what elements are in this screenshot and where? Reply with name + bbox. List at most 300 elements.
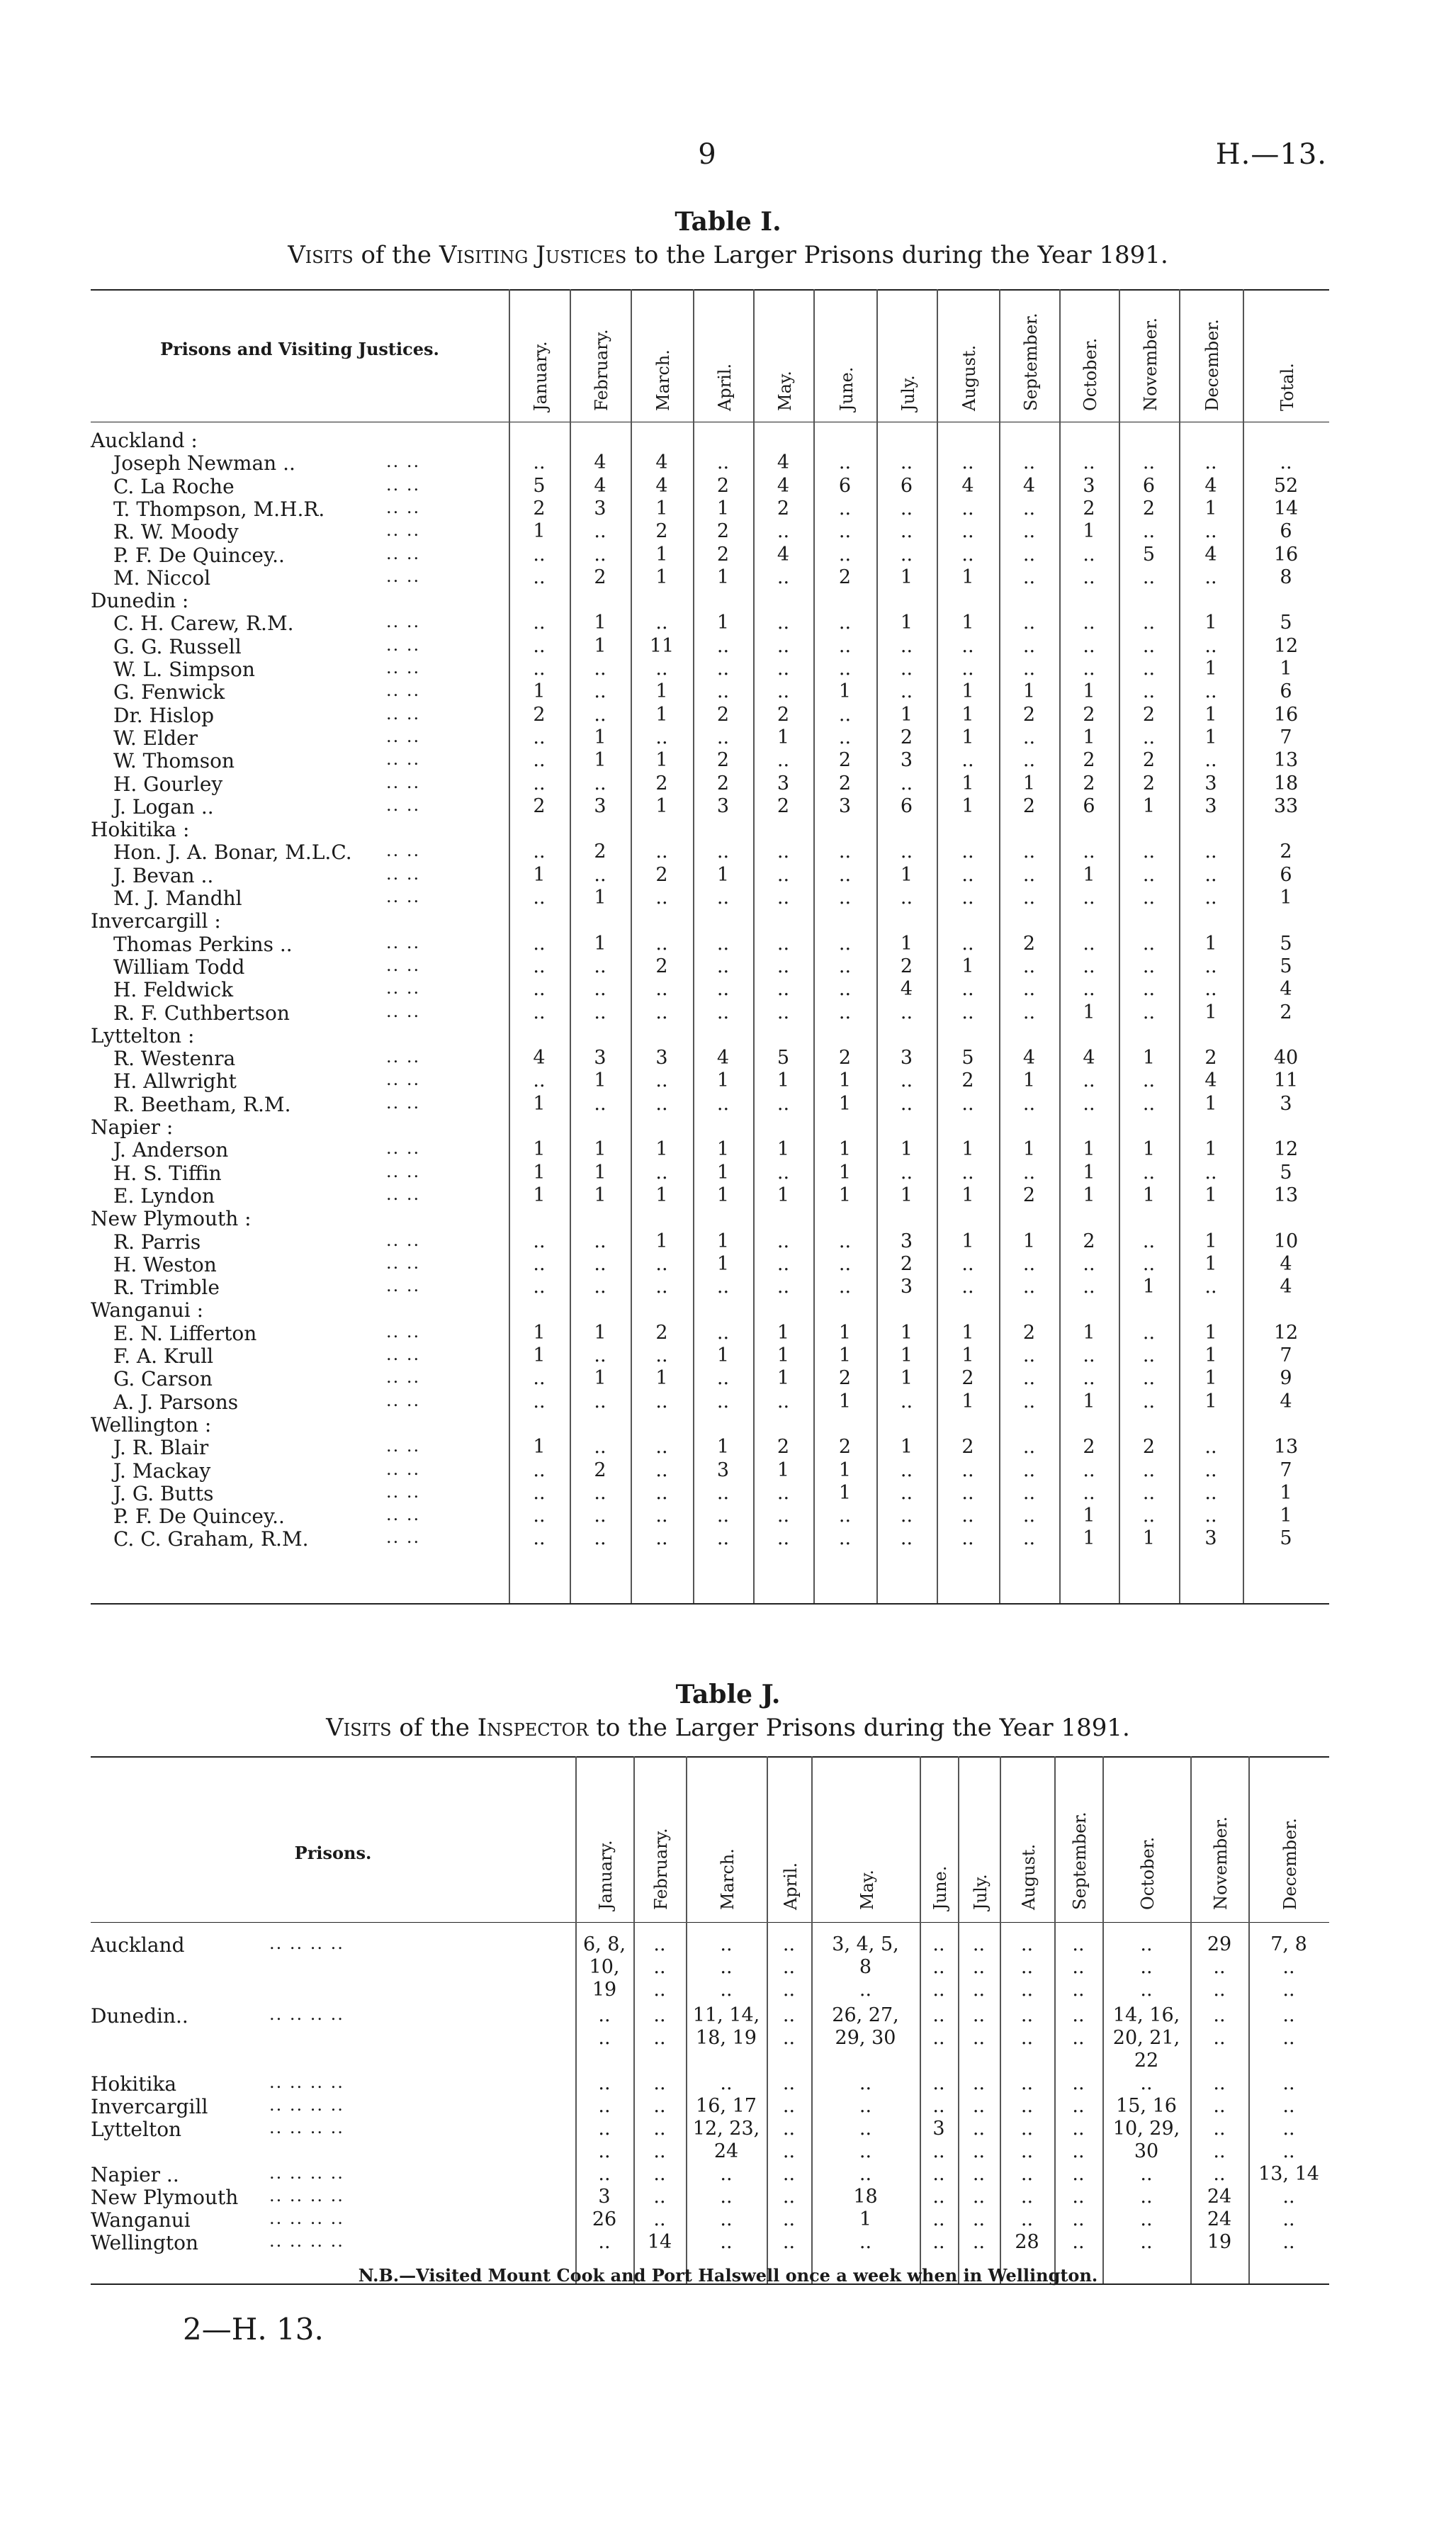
prison-name: Wellington — [91, 2231, 199, 2254]
prison-group-label: New Plymouth : — [91, 1207, 252, 1231]
table-cell: .. — [1022, 1436, 1036, 1459]
justice-name: J. G. Butts — [113, 1481, 214, 1505]
table-cell: 1 — [594, 1184, 606, 1206]
table-cell: 1 — [1083, 1161, 1095, 1184]
table-cell: 1 — [533, 1092, 546, 1115]
justice-name: H. Weston — [113, 1252, 217, 1276]
leader-dots: .. .. — [386, 680, 421, 701]
table-cell: 1 — [838, 1390, 852, 1412]
table-cell: .. — [594, 543, 606, 566]
table-cell: 1 — [1142, 1527, 1156, 1550]
table-cell: .. — [716, 726, 730, 748]
table-cell: .. — [838, 726, 852, 748]
table-cell: .. — [900, 680, 913, 703]
table-cell: 2 — [777, 497, 790, 519]
month-header: February. — [651, 1828, 671, 1910]
table-cell: 1 — [900, 566, 913, 588]
table-cell: 1 — [961, 955, 974, 977]
table-cell: .. — [594, 863, 606, 886]
leader-dots: .. .. — [386, 566, 421, 586]
leader-dots: .. .. — [386, 726, 421, 746]
table-cell: .. — [1142, 1505, 1156, 1527]
table-cell: 2 — [1142, 772, 1156, 794]
table-cell: 2 — [716, 772, 730, 794]
leader-dots: .. .. .. .. — [269, 2186, 344, 2206]
table-cell: 26 — [592, 2208, 617, 2230]
table-cell: .. — [594, 772, 606, 794]
table-cell: 2 — [1142, 497, 1156, 519]
table-j-header-rule — [91, 1922, 1329, 1923]
subtitle-part: Inspector — [477, 1714, 589, 1742]
table-cell: 2 — [838, 566, 852, 588]
table-cell: 1 — [777, 1459, 790, 1481]
table-cell: .. — [655, 1001, 668, 1023]
table-cell: 1 — [533, 863, 546, 886]
table-cell: .. — [1204, 1276, 1217, 1298]
table-cell: 3 — [900, 1276, 913, 1298]
table-cell: 13 — [1273, 1436, 1299, 1459]
table-cell: 12, 23, 24 — [692, 2118, 760, 2162]
table-cell: .. — [1083, 955, 1095, 977]
leader-dots: .. .. .. .. — [269, 2118, 344, 2137]
justice-name: M. Niccol — [113, 566, 211, 590]
table-cell: .. — [777, 1276, 790, 1298]
table-cell: 1 — [1204, 1367, 1217, 1390]
table-cell: .. — [1020, 2095, 1034, 2117]
table-cell: 2 — [838, 1436, 852, 1459]
leader-dots: .. .. — [386, 1505, 421, 1525]
table-cell: .. — [838, 863, 852, 886]
table-cell: 1 — [533, 520, 546, 543]
table-cell: .. — [1083, 543, 1095, 566]
table-cell: .. — [1083, 1481, 1095, 1504]
table-cell: .. — [961, 1481, 974, 1504]
table-cell: .. — [961, 634, 974, 657]
leader-dots: .. .. — [386, 703, 421, 724]
table-cell: .. — [1022, 1505, 1036, 1527]
table-cell: .. — [777, 1161, 790, 1184]
table-cell: 24 — [1207, 2186, 1232, 2208]
table-cell: .. — [533, 1001, 546, 1023]
table-cell: .. — [838, 543, 852, 566]
table-cell: 5 — [1280, 955, 1292, 977]
table-cell: 4 — [655, 474, 668, 497]
table-cell: 1 — [716, 566, 730, 588]
table-cell: .. — [1022, 841, 1036, 863]
table-cell: .. — [1142, 932, 1156, 955]
table-cell: .. — [777, 955, 790, 977]
table-cell: .. — [782, 2163, 796, 2185]
table-cell: 1 — [1204, 1344, 1217, 1366]
month-header: Total. — [1277, 363, 1297, 411]
table-cell: 1 — [1204, 658, 1217, 680]
leader-dots: .. .. .. .. — [269, 2208, 344, 2228]
table-cell: 1 — [838, 1092, 852, 1115]
table-cell: .. — [961, 658, 974, 680]
table-cell: 11 — [649, 634, 675, 657]
table-cell: .. — [1213, 2163, 1226, 2185]
table-cell: 4 — [777, 451, 790, 474]
table-cell: 2 — [533, 794, 546, 817]
prison-name: Lyttelton — [91, 2118, 182, 2141]
table-cell: 40 — [1273, 1047, 1299, 1069]
table-cell: .. — [594, 1276, 606, 1298]
table-cell: .. — [1083, 1459, 1095, 1481]
table-cell: .. — [1083, 566, 1095, 588]
table-cell: .. — [900, 1390, 913, 1412]
table-cell: .. — [1204, 451, 1217, 474]
table-cell: .. — [777, 1527, 790, 1550]
table-cell: .. — [838, 520, 852, 543]
table-cell: .. — [1083, 1367, 1095, 1390]
table-cell: .. — [1022, 543, 1036, 566]
table-cell: 4 — [1083, 1047, 1095, 1069]
table-cell: .. — [1142, 1390, 1156, 1412]
table-cell: 1 — [655, 1230, 668, 1252]
table-cell: .. — [594, 1527, 606, 1550]
table-cell: .. — [1022, 1161, 1036, 1184]
month-header: January. — [531, 341, 551, 411]
month-header: November. — [1140, 318, 1161, 411]
justice-name: J. Bevan .. — [113, 863, 214, 887]
table-cell: .. — [1282, 2208, 1295, 2230]
table-cell: .. — [653, 2208, 666, 2230]
leader-dots: .. .. — [386, 749, 421, 770]
table-cell: .. — [1022, 1527, 1036, 1550]
table-cell: .. — [777, 520, 790, 543]
table-cell: .. — [1282, 2095, 1295, 2117]
table-cell: 2 — [1083, 497, 1095, 519]
justice-name: G. Fenwick — [113, 680, 225, 704]
justice-name: R. Beetham, R.M. — [113, 1092, 291, 1116]
table-cell: 1 — [716, 1230, 730, 1252]
table-cell: 2 — [961, 1436, 974, 1459]
table-cell: 2 — [900, 955, 913, 977]
table-cell: .. — [533, 1459, 546, 1481]
table-cell: .. — [961, 1001, 974, 1023]
table-cell: 4 — [777, 474, 790, 497]
table-cell: .. — [1142, 612, 1156, 634]
leader-dots: .. .. — [386, 497, 421, 517]
table-cell: .. — [655, 1092, 668, 1115]
table-cell: 11 — [1273, 1069, 1299, 1092]
table-cell: 1 — [1204, 1321, 1217, 1344]
table-cell: .. — [1142, 1230, 1156, 1252]
table-cell: 2 — [961, 1069, 974, 1092]
table-cell: .. — [838, 658, 852, 680]
table-cell: .. — [1142, 1459, 1156, 1481]
month-header: September. — [1070, 1811, 1090, 1910]
table-cell: .. — [777, 1481, 790, 1504]
table-cell: 1 — [838, 680, 852, 703]
table-cell: .. — [1142, 451, 1156, 474]
table-cell: .. — [716, 1276, 730, 1298]
table-cell: .. — [838, 451, 852, 474]
table-cell: .. — [1140, 2072, 1153, 2094]
leader-dots: .. .. — [386, 1184, 421, 1204]
page-number: 9 — [698, 138, 716, 171]
table-cell: 1 — [1204, 612, 1217, 634]
table-cell: 18 — [853, 2186, 878, 2208]
table-cell: 2 — [655, 772, 668, 794]
table-cell: 6 — [1083, 794, 1095, 817]
table-cell: 4 — [1280, 1276, 1292, 1298]
table-cell: .. — [972, 2163, 986, 2185]
table-cell: .. — [1072, 2072, 1085, 2094]
table-cell: .. — [533, 955, 546, 977]
table-cell: 4 — [961, 474, 974, 497]
month-header: July. — [898, 375, 918, 411]
table-cell: .. — [782, 2186, 796, 2208]
table-cell: 5 — [777, 1047, 790, 1069]
table-cell: 52 — [1273, 474, 1299, 497]
justice-name: R. W. Moody — [113, 520, 239, 544]
table-j-column-header: Prisons. — [294, 1843, 372, 1863]
table-cell: 13 — [1273, 1184, 1299, 1206]
table-cell: .. — [1204, 680, 1217, 703]
table-cell: .. — [716, 1001, 730, 1023]
table-cell: .. — [1213, 2095, 1226, 2117]
table-cell: .. — [716, 932, 730, 955]
table-cell: 1 — [961, 1184, 974, 1206]
table-cell: 3 — [716, 1459, 730, 1481]
table-cell: 6 — [1142, 474, 1156, 497]
prison-name: Invercargill — [91, 2095, 208, 2118]
table-cell: .. .. .. — [653, 1933, 666, 2001]
table-cell: .. — [598, 2095, 611, 2117]
subtitle-part: to the Larger Prisons during the Year 1891. — [588, 1714, 1130, 1742]
table-cell: .. — [1083, 612, 1095, 634]
table-cell: .. — [533, 772, 546, 794]
table-j-subtitle — [0, 1714, 1456, 1742]
table-cell: .. — [1204, 863, 1217, 886]
justice-name: J. Anderson — [113, 1138, 229, 1162]
table-cell: .. — [961, 543, 974, 566]
table-cell: .. .. .. — [720, 1933, 733, 2001]
leader-dots: .. .. .. .. — [269, 1933, 344, 1953]
table-cell: 5 — [1142, 543, 1156, 566]
table-cell: .. — [900, 841, 913, 863]
table-cell: .. — [655, 932, 668, 955]
table-cell: 1 — [900, 612, 913, 634]
table-cell: 2 — [777, 703, 790, 726]
table-cell: .. — [716, 955, 730, 977]
table-cell: .. — [1020, 2163, 1034, 2185]
table-cell: .. — [1140, 2186, 1153, 2208]
table-cell: 1 — [900, 703, 913, 726]
table-cell: 5 — [1280, 932, 1292, 955]
table-cell: .. — [594, 1390, 606, 1412]
table-cell: .. — [1142, 566, 1156, 588]
table-cell: 1 — [900, 1344, 913, 1366]
table-cell: .. — [594, 703, 606, 726]
table-cell: .. — [594, 1436, 606, 1459]
table-cell: 1 — [838, 1321, 852, 1344]
table-cell: .. — [655, 1276, 668, 1298]
table-cell: 16 — [1273, 703, 1299, 726]
table-cell: 2 — [716, 543, 730, 566]
table-cell: .. .. .. — [782, 1933, 796, 2001]
table-cell: .. — [777, 566, 790, 588]
justice-name: P. F. De Quincey.. — [113, 1505, 285, 1529]
table-cell: 13 — [1273, 749, 1299, 772]
table-cell: 1 — [716, 1161, 730, 1184]
table-cell: .. — [900, 1459, 913, 1481]
justice-name: H. Gourley — [113, 772, 223, 796]
month-header: December. — [1280, 1818, 1300, 1910]
table-cell: 2 — [900, 1252, 913, 1275]
table-cell: .. — [777, 978, 790, 1001]
leader-dots: .. .. .. .. — [269, 2231, 344, 2251]
table-cell: .. — [1204, 634, 1217, 657]
table-cell: 3 — [594, 497, 606, 519]
table-cell: .. — [900, 1092, 913, 1115]
table-cell: 1 — [961, 726, 974, 748]
table-cell: .. — [1142, 1481, 1156, 1504]
table-cell: .. — [838, 1505, 852, 1527]
table-cell: 7 — [1280, 726, 1292, 748]
table-cell: 1 — [961, 1230, 974, 1252]
table-cell: .. — [838, 497, 852, 519]
table-cell: .. — [1083, 1276, 1095, 1298]
justice-name: C. La Roche — [113, 474, 235, 498]
table-cell: 1 — [1083, 1527, 1095, 1550]
table-cell: 6 — [1280, 680, 1292, 703]
table-cell: .. — [594, 658, 606, 680]
table-cell: 4 — [900, 978, 913, 1001]
table-cell: .. — [720, 2072, 733, 2094]
table-cell: .. — [1204, 1505, 1217, 1527]
table-cell: 1 — [533, 1436, 546, 1459]
table-cell: .. — [1022, 887, 1036, 909]
table-cell: .. — [961, 1276, 974, 1298]
table-cell: .. — [1022, 612, 1036, 634]
table-cell: 2 — [533, 703, 546, 726]
table-cell: 1 — [1280, 1505, 1292, 1527]
table-cell: .. — [1142, 680, 1156, 703]
table-cell: .. .. — [1020, 2118, 1034, 2162]
table-cell: 3 — [655, 1047, 668, 1069]
table-cell: .. — [900, 1069, 913, 1092]
justice-name: J. Logan .. — [113, 794, 214, 819]
table-cell: 12 — [1273, 634, 1299, 657]
table-cell: .. — [594, 1505, 606, 1527]
table-cell: .. — [1022, 955, 1036, 977]
table-cell: 1 — [838, 1069, 852, 1092]
table-cell: .. — [900, 451, 913, 474]
table-cell: 4 — [655, 451, 668, 474]
table-cell: .. — [594, 1252, 606, 1275]
table-cell: .. — [1282, 2072, 1295, 2094]
subtitle-part: Visits — [288, 241, 354, 269]
table-cell: 1 — [777, 1069, 790, 1092]
table-cell: .. — [1142, 863, 1156, 886]
table-cell: .. .. — [598, 2004, 611, 2049]
table-cell: 1 — [533, 1184, 546, 1206]
table-cell: .. — [720, 2208, 733, 2230]
table-cell: 4 — [1280, 978, 1292, 1001]
table-cell: 1 — [1142, 1276, 1156, 1298]
table-cell: 1 — [716, 1344, 730, 1366]
table-cell: 1 — [961, 1344, 974, 1366]
table-cell: 3 — [716, 794, 730, 817]
table-cell: 2 — [1083, 749, 1095, 772]
justice-name: W. Elder — [113, 726, 198, 750]
table-cell: .. — [961, 1459, 974, 1481]
table-cell: 1 — [1083, 1390, 1095, 1412]
table-cell: .. .. .. — [972, 1933, 986, 2001]
table-cell: 1 — [716, 1252, 730, 1275]
table-cell: .. .. — [1020, 2004, 1034, 2049]
month-header: August. — [959, 344, 979, 411]
table-cell: .. — [1204, 978, 1217, 1001]
justice-name: G. Carson — [113, 1367, 213, 1391]
table-cell: 1 — [900, 1138, 913, 1161]
table-cell: 5 — [533, 474, 546, 497]
table-cell: .. — [1083, 887, 1095, 909]
table-cell: 1 — [1204, 1252, 1217, 1275]
table-cell: .. — [961, 887, 974, 909]
table-cell: 1 — [594, 887, 606, 909]
table-cell: 2 — [1142, 1436, 1156, 1459]
table-cell: .. .. .. — [1072, 1933, 1085, 2001]
table-cell: 4 — [594, 451, 606, 474]
table-cell: .. — [1020, 2186, 1034, 2208]
table-cell: .. — [716, 1505, 730, 1527]
table-cell: .. — [716, 680, 730, 703]
table-cell: .. — [1280, 451, 1292, 474]
table-cell: 1 — [655, 703, 668, 726]
leader-dots: .. .. .. .. — [269, 2004, 344, 2024]
table-cell: 1 — [1022, 772, 1036, 794]
justice-name: T. Thompson, M.H.R. — [113, 497, 325, 521]
table-cell: 1 — [594, 634, 606, 657]
table-cell: .. — [1022, 658, 1036, 680]
table-cell: 1 — [1204, 497, 1217, 519]
table-cell: .. — [1022, 1459, 1036, 1481]
table-cell: .. — [1204, 749, 1217, 772]
leader-dots: .. .. — [386, 1252, 421, 1273]
month-header: December. — [1202, 319, 1222, 411]
table-cell: .. — [777, 1505, 790, 1527]
table-cell: 1 — [838, 1481, 852, 1504]
table-cell: 1 — [1204, 1390, 1217, 1412]
table-cell: 1 — [533, 680, 546, 703]
table-cell: .. — [859, 2072, 872, 2094]
table-cell: .. .. — [782, 2118, 796, 2162]
leader-dots: .. .. .. .. — [269, 2095, 344, 2115]
table-cell: 1 — [594, 1138, 606, 1161]
table-cell: 1 — [1022, 680, 1036, 703]
table-cell: 1 — [838, 1161, 852, 1184]
table-cell: .. — [655, 1436, 668, 1459]
table-cell: .. — [1204, 1436, 1217, 1459]
table-cell: .. — [1204, 955, 1217, 977]
table-cell: 1 — [716, 863, 730, 886]
table-cell: .. — [1140, 2163, 1153, 2185]
prison-group-label: Wanganui : — [91, 1298, 204, 1322]
table-cell: .. — [777, 749, 790, 772]
table-cell: 1 — [655, 1367, 668, 1390]
table-cell: 1 — [961, 1321, 974, 1344]
table-cell: .. — [655, 841, 668, 863]
table-cell: .. — [900, 520, 913, 543]
justice-name: R. Parris — [113, 1230, 201, 1254]
table-cell: .. — [653, 2163, 666, 2185]
table-cell: 1 — [1204, 1001, 1217, 1023]
month-header: July. — [970, 1874, 991, 1910]
leader-dots: .. .. — [386, 794, 421, 815]
